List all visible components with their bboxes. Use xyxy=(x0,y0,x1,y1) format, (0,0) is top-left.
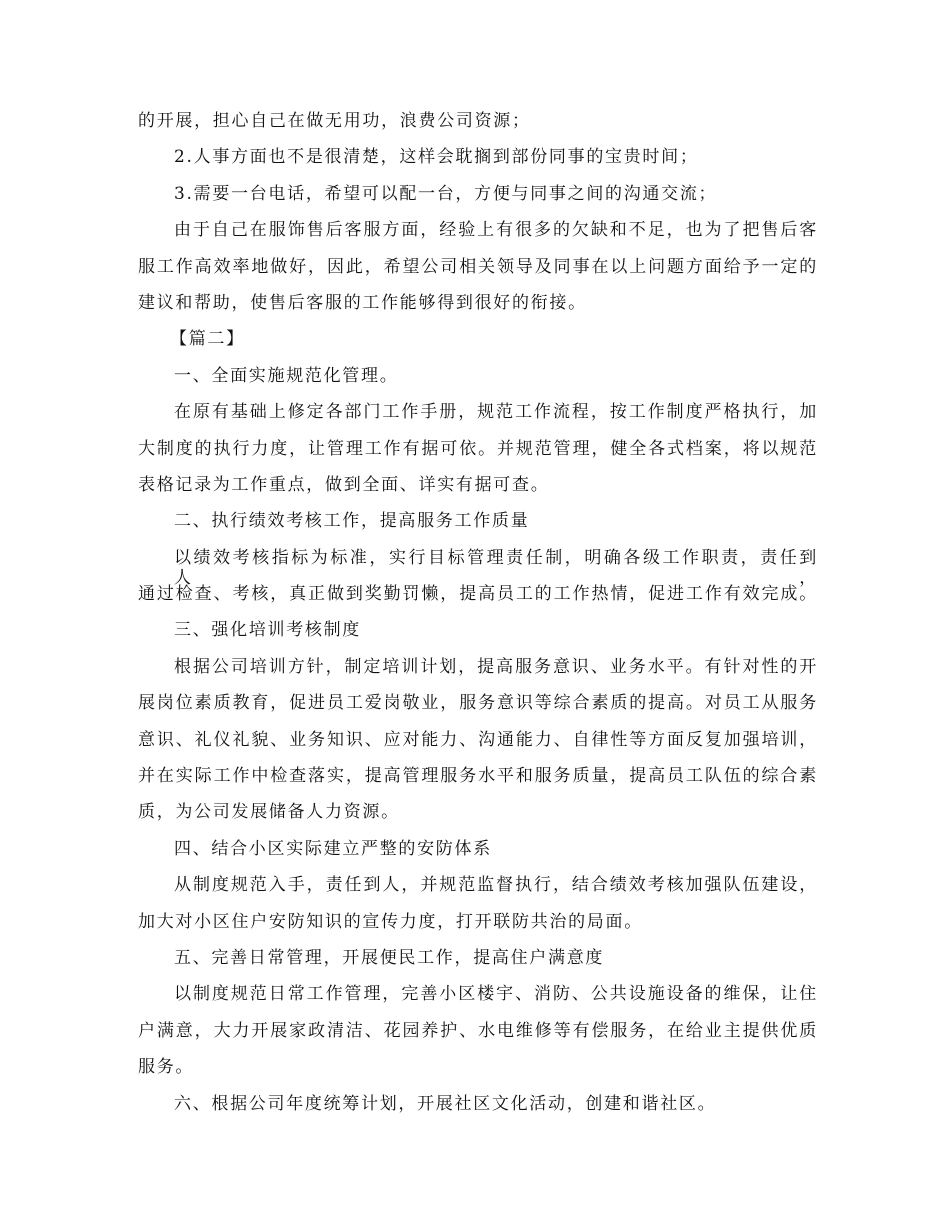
section-title: 一、全面实施规范化管理。 xyxy=(174,365,399,386)
text-line: 根据公司培训方针，制定培训计划，提高服务意识、业务水平。有针对性的开 xyxy=(174,656,818,677)
text-line: 加大对小区住户安防知识的宣传力度，打开联防共治的局面。 xyxy=(138,911,643,932)
text-line: 并在实际工作中检查落实，提高管理服务水平和服务质量，提高员工队伍的综合素 xyxy=(138,766,818,787)
text-line: 以绩效考核指标为标准，实行目标管理责任制，明确各级工作职责，责任到人， xyxy=(174,547,818,588)
text-line: 展岗位素质教育，促进员工爱岗敬业，服务意识等综合素质的提高。对员工从服务 xyxy=(138,693,818,714)
text-line: 服工作高效率地做好，因此，希望公司相关领导及同事在以上问题方面给予一定的 xyxy=(138,256,818,277)
text-line: 的开展，担心自己在做无用功，浪费公司资源； xyxy=(138,111,531,131)
text-line: 由于自己在服饰售后客服方面，经验上有很多的欠缺和不足，也为了把售后客 xyxy=(174,220,818,241)
text-line: 户满意，大力开展家政清洁、花园养护、水电维修等有偿服务，在给业主提供优质 xyxy=(138,1020,818,1041)
section-title: 四、结合小区实际建立严整的安防体系 xyxy=(174,838,492,859)
document-page xyxy=(138,111,818,1130)
section-heading: 【篇二】 xyxy=(170,329,245,350)
list-item: 3.需要一台电话，希望可以配一台，方便与同事之间的沟通交流； xyxy=(174,183,718,204)
text-line: 从制度规范入手，责任到人，并规范监督执行，结合绩效考核加强队伍建设， xyxy=(174,875,818,896)
text-line: 在原有基础上修定各部门工作手册，规范工作流程，按工作制度严格执行，加 xyxy=(174,402,818,423)
text-line: 大制度的执行力度，让管理工作有据可依。并规范管理，健全各式档案，将以规范 xyxy=(138,438,818,459)
section-title: 五、完善日常管理，开展便民工作，提高住户满意度 xyxy=(174,947,605,968)
text-line: 质，为公司发展储备人力资源。 xyxy=(138,802,400,823)
text-line: 表格记录为工作重点，做到全面、详实有据可查。 xyxy=(138,474,550,495)
text-line: 服务。 xyxy=(138,1057,195,1078)
section-title: 二、执行绩效考核工作，提高服务工作质量 xyxy=(174,511,530,532)
text-line: 建议和帮助，使售后客服的工作能够得到很好的衔接。 xyxy=(138,292,587,313)
text-line: 意识、礼仪礼貌、业务知识、应对能力、沟通能力、自律性等方面反复加强培训， xyxy=(138,729,818,750)
text-line: 以制度规范日常工作管理，完善小区楼宇、消防、公共设施设备的维保，让住 xyxy=(174,984,818,1005)
text-line: 通过检查、考核，真正做到奖勤罚懒，提高员工的工作热情，促进工作有效完成。 xyxy=(138,584,818,605)
section-title: 六、根据公司年度统筹计划，开展社区文化活动，创建和谐社区。 xyxy=(174,1093,717,1114)
list-item: 2.人事方面也不是很清楚，这样会耽搁到部份同事的宝贵时间； xyxy=(174,147,699,168)
section-title: 三、强化培训考核制度 xyxy=(174,620,361,641)
